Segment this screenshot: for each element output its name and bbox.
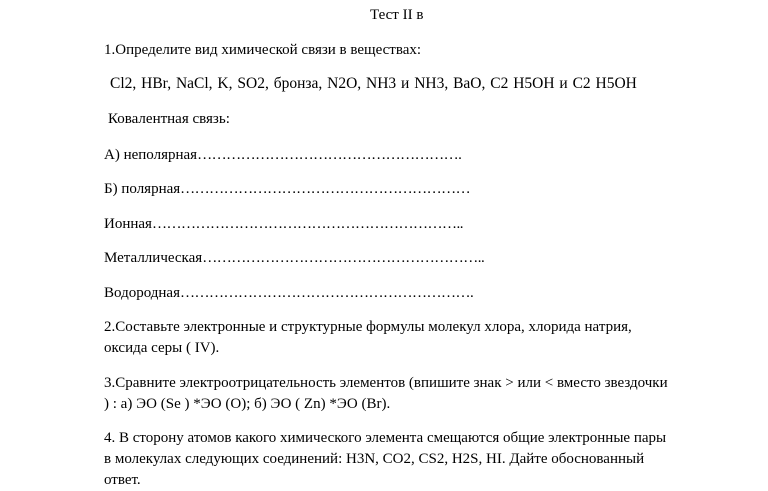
answer-label: Водородная [104, 285, 180, 301]
test-title: Тест II в [370, 7, 424, 23]
answer-blank: ……………………………………………………. [180, 285, 474, 301]
question-2-line-1: 2.Составьте электронные и структурные формулы молекул хлора, хлорида натрия, [104, 319, 632, 335]
answer-blank: ………………………………………………. [197, 147, 462, 163]
answer-label: Ионная [104, 216, 152, 232]
question-1-text: 1.Определите вид химической связи в веществах: [104, 42, 422, 58]
answer-line-polar [104, 180, 470, 198]
answer-blank: ………………………………………………….. [202, 250, 485, 266]
question-4-line-1: 4. В сторону атомов какого химического элемента смещаются общие электронные пары [104, 430, 667, 446]
question-3-line-2: ) : а) ЭО (Se ) *ЭО (O); б) ЭО ( Zn) *ЭО (Br). [104, 396, 391, 412]
question-2-line-2: оксида серы ( IV). [104, 340, 220, 356]
answer-line-hydrogen [104, 284, 473, 302]
question-4-line-3: ответ. [104, 472, 141, 488]
answer-line-metallic [104, 249, 484, 267]
answer-blank: …………………………………………………… [180, 181, 471, 197]
answer-line-ionic [104, 215, 463, 233]
answer-blank: ……………………………………………………….. [151, 216, 463, 232]
answer-label: Металлическая [104, 250, 203, 266]
substances-list: Cl2, HBr, NaCl, K, SO2, бронза, N2O, NH3 и NH3, BaO, C2 H5OH и C2 H5OH [110, 75, 637, 92]
answer-label: А) неполярная [104, 147, 198, 163]
answer-label: Б) полярная [104, 181, 181, 197]
covalent-bond-heading: Ковалентная связь: [108, 111, 230, 127]
question-4-line-2: в молекулах следующих соединений: H3N, CO2, CS2, H2S, HI. Дайте обоснованный [104, 451, 645, 467]
answer-line-nonpolar [104, 146, 461, 164]
question-3-line-1: 3.Сравните электроотрицательность элементов (впишите знак > или < вместо звездочки [104, 375, 668, 391]
